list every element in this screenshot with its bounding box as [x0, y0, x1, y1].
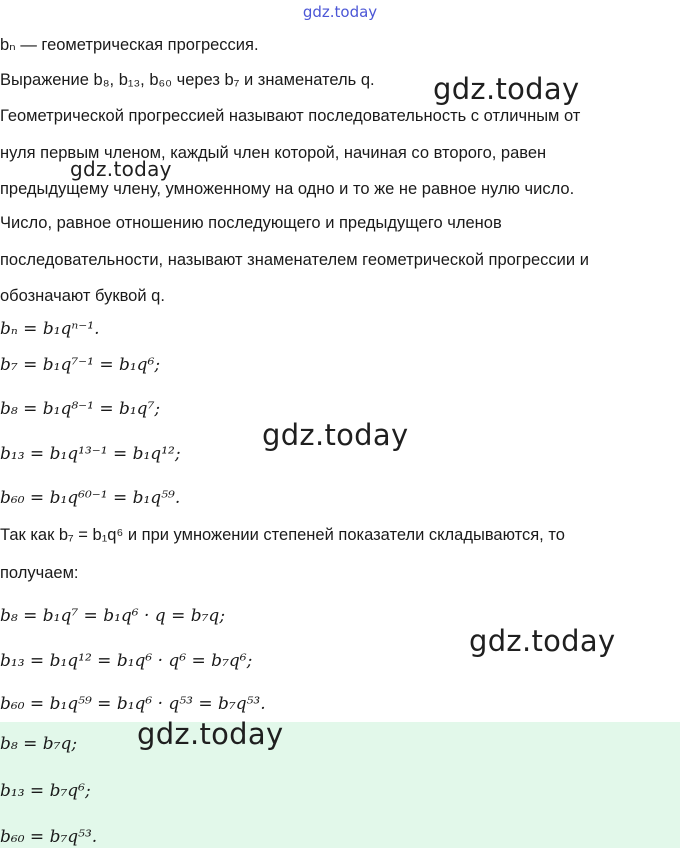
derivation-b8: b₈ = b₁q⁷ = b₁q⁶ · q = b₇q; — [0, 606, 226, 626]
problem-statement: bₙ — геометрическая прогрессия. — [0, 36, 259, 54]
definition-line: обозначают буквой q. — [0, 287, 165, 305]
task-description: Выражение b₈, b₁₃, b₆₀ через b₇ и знаменатель q. — [0, 71, 375, 89]
answer-b13: b₁₃ = b₇q⁶; — [0, 781, 91, 801]
derivation-b13: b₁₃ = b₁q¹² = b₁q⁶ · q⁶ = b₇q⁶; — [0, 651, 253, 671]
formula-general-term: bₙ = b₁qⁿ⁻¹. — [0, 319, 100, 339]
definition-line: предыдущему члену, умноженному на одно и то же не равное нулю число. — [0, 180, 575, 198]
explanation-line: Так как b₇ = b₁q⁶ и при умножении степеней показатели складываются, то — [0, 526, 565, 544]
definition-line: последовательности, называют знаменателем геометрической прогрессии и — [0, 251, 589, 269]
site-logo[interactable]: gdz.today — [302, 3, 378, 21]
answer-b8: b₈ = b₇q; — [0, 734, 78, 754]
definition-line: нуля первым членом, каждый член которой, начиная со второго, равен — [0, 144, 547, 162]
formula-b13: b₁₃ = b₁q¹³⁻¹ = b₁q¹²; — [0, 444, 181, 464]
definition-line: Геометрической прогрессией называют последовательность с отличным от — [0, 107, 581, 125]
formula-b60: b₆₀ = b₁q⁶⁰⁻¹ = b₁q⁵⁹. — [0, 488, 181, 508]
watermark: gdz.today — [137, 717, 284, 751]
answer-block — [0, 722, 680, 848]
formula-b7: b₇ = b₁q⁷⁻¹ = b₁q⁶; — [0, 355, 161, 375]
watermark: gdz.today — [433, 72, 580, 106]
derivation-b60: b₆₀ = b₁q⁵⁹ = b₁q⁶ · q⁵³ = b₇q⁵³. — [0, 694, 266, 714]
formula-b8: b₈ = b₁q⁸⁻¹ = b₁q⁷; — [0, 399, 161, 419]
definition-line: Число, равное отношению последующего и предыдущего членов — [0, 214, 502, 232]
watermark: gdz.today — [262, 418, 409, 452]
watermark: gdz.today — [70, 157, 172, 181]
answer-b60: b₆₀ = b₇q⁵³. — [0, 827, 98, 847]
explanation-line: получаем: — [0, 564, 79, 582]
watermark: gdz.today — [469, 624, 616, 658]
